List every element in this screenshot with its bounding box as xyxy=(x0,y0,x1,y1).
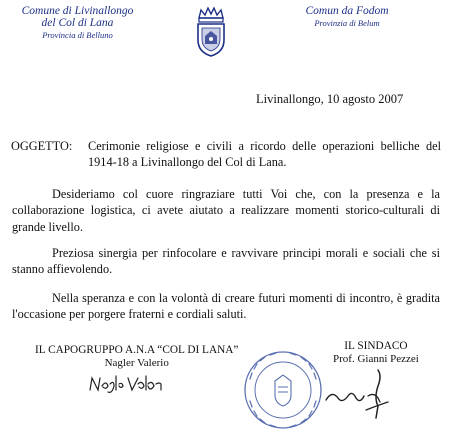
subject-label: OGGETTO: xyxy=(11,139,73,153)
body-paragraph-3: Nella speranza e con la volontà di creare futuri momenti di incontro, è gradita l'occasione per porgere fraterni e cordiali saluti. xyxy=(12,291,440,322)
handwritten-signature-right xyxy=(318,366,398,421)
signer-title-left: IL CAPOGRUPPO A.N.A “COL DI LANA” xyxy=(35,344,239,356)
subject-text: Cerimonie religiose e civili a ricordo delle operazioni belliche del 1914-18 a Livinallongo del Col di Lana. xyxy=(88,139,441,170)
municipal-crest-icon xyxy=(193,6,229,58)
official-stamp-icon xyxy=(242,349,324,431)
signer-name-left: Nagler Valerio xyxy=(104,357,169,369)
signer-title-right: IL SINDACO xyxy=(344,340,408,352)
signature-block-right xyxy=(333,340,419,365)
letterhead-right xyxy=(282,5,412,28)
signer-name-right: Prof. Gianni Pezzei xyxy=(333,353,419,365)
handwritten-signature-left xyxy=(86,370,166,400)
signature-block-left xyxy=(35,344,238,369)
letterhead-left xyxy=(10,5,145,40)
letterhead-right-line1: Comun da Fodom xyxy=(305,5,389,17)
letterhead-right-line2: Provinzia di Belum xyxy=(314,18,380,29)
body-paragraph-1: Desideriamo col cuore ringraziare tutti Voi che, con la presenza e la collaborazione logistica, ci avete aiutato a realizzare momenti storico-culturali di grande livello. xyxy=(12,187,440,234)
letterhead-left-line1: Comune di Livinallongo xyxy=(21,5,134,17)
subject-block xyxy=(11,138,441,170)
letter-date: Livinallongo, 10 agosto 2007 xyxy=(256,92,404,106)
letterhead-left-line3: Provincia di Belluno xyxy=(42,30,113,41)
letterhead-left-line2: del Col di Lana xyxy=(41,17,114,30)
body-paragraph-2: Preziosa sinergia per rinfocolare e ravvivare principi morali e sociali che si stanno affievolendo. xyxy=(12,246,440,277)
